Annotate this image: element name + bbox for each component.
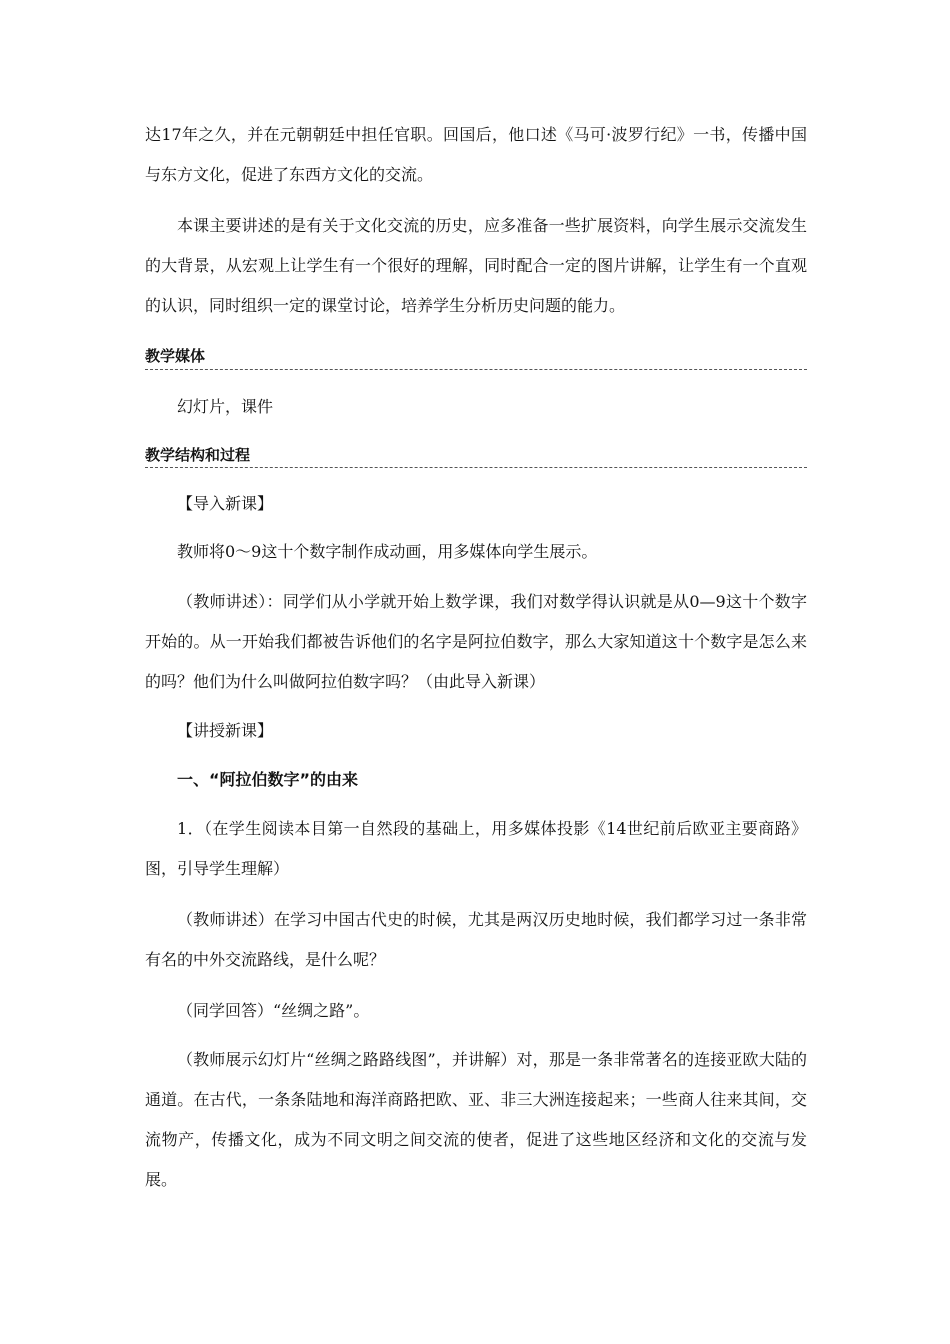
paragraph-marco-polo: 达17年之久，并在元朝朝廷中担任官职。回国后，他口述《马可·波罗行纪》一书，传播中国与东方文化，促进了东西方文化的交流。 <box>145 125 807 184</box>
heading-teaching-structure: 教学结构和过程 <box>145 446 251 464</box>
heading-teaching-media: 教学媒体 <box>145 347 206 365</box>
paragraph-number-animation: 教师将0～9这十个数字制作成动画，用多媒体向学生展示。 <box>177 542 598 561</box>
paragraph-media-list: 幻灯片，课件 <box>177 397 274 416</box>
paragraph-student-answer: （同学回答）“丝绸之路”。 <box>177 1001 370 1020</box>
section-title-arabic-numerals: 一、“阿拉伯数字”的由来 <box>177 770 359 789</box>
label-introduce-lesson: 【导入新课】 <box>177 494 274 513</box>
paragraph-silk-road-explanation: （教师展示幻灯片“丝绸之路路线图”，并讲解）对，那是一条非常著名的连接亚欧大陆的通道。在古代，一条条陆地和海洋商路把欧、亚、非三大洲连接起来；一些商人往来其间，交流物产，传播文化，成为不同文明之间交流的使者，促进了这些地区经济和文化的交流与发展。 <box>145 1050 807 1189</box>
heading-divider <box>145 467 807 468</box>
paragraph-lesson-summary: 本课主要讲述的是有关于文化交流的历史，应多准备一些扩展资料，向学生展示交流发生的大背景，从宏观上让学生有一个很好的理解，同时配合一定的图片讲解，让学生有一个直观的认识，同时组织一定的课堂讨论，培养学生分析历史问题的能力。 <box>145 216 807 315</box>
paragraph-teacher-narration: （教师讲述）：同学们从小学就开始上数学课，我们对数学得认识就是从0—9这十个数字开始的。从一开始我们都被告诉他们的名字是阿拉伯数字，那么大家知道这十个数字是怎么来的吗？他们为什么叫做阿拉伯数字吗？（由此导入新课） <box>145 592 807 691</box>
paragraph-teacher-question: （教师讲述）在学习中国古代史的时候，尤其是两汉历史地时候，我们都学习过一条非常有名的中外交流路线，是什么呢？ <box>145 910 807 969</box>
label-teach-new-lesson: 【讲授新课】 <box>177 721 274 740</box>
heading-divider <box>145 369 807 370</box>
paragraph-trade-route-map: 1．（在学生阅读本目第一自然段的基础上，用多媒体投影《14世纪前后欧亚主要商路》图，引导学生理解） <box>145 819 807 878</box>
